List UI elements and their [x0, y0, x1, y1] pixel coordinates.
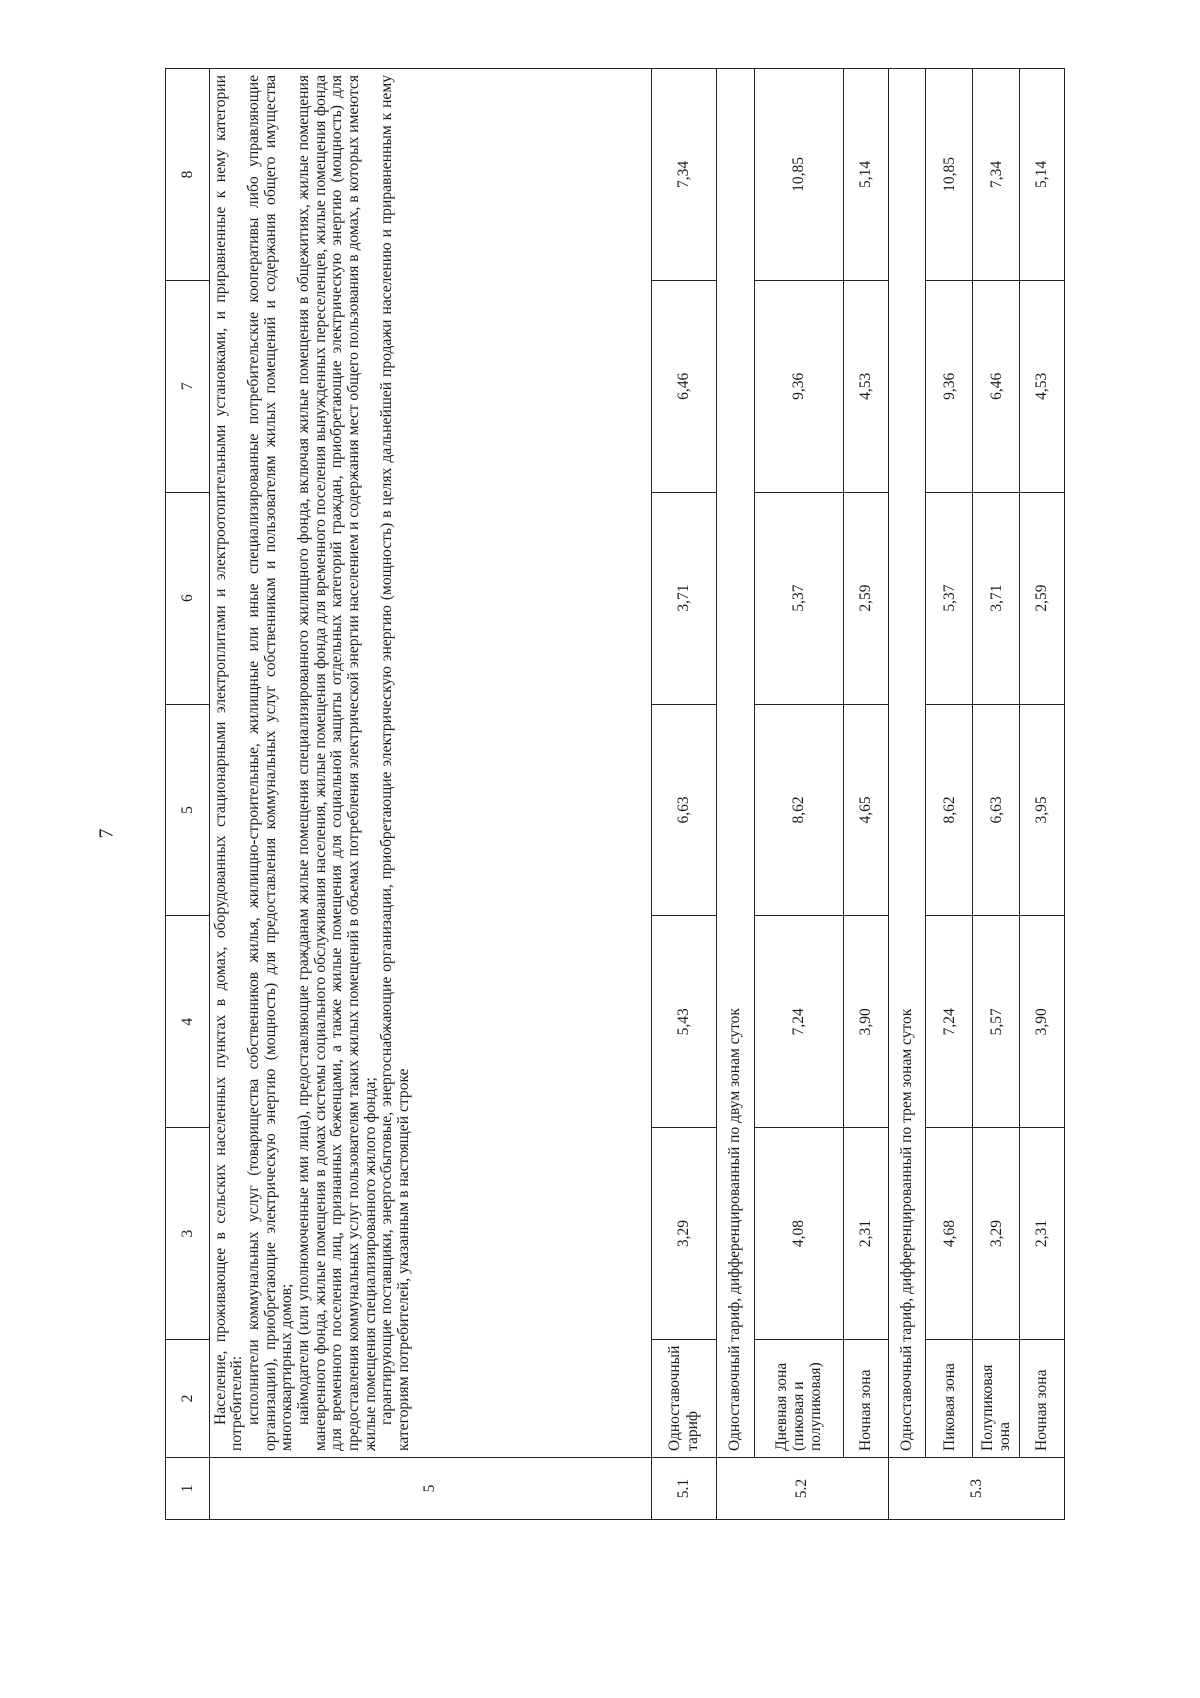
tariff-value: 2,59 [1020, 492, 1065, 704]
tariff-label: Одноставочный тариф [651, 1340, 716, 1458]
header-row [166, 69, 210, 1520]
tariff-value: 5,37 [926, 492, 973, 704]
tariff-value: 4,53 [843, 280, 888, 492]
tariff-value: 6,63 [651, 704, 716, 916]
tariff-value: 4,53 [1020, 280, 1065, 492]
tariff-value: 3,29 [651, 1128, 716, 1340]
row-5-1 [651, 69, 716, 1520]
row-5-3-semipeak [973, 69, 1020, 1520]
page-number: 7 [95, 828, 118, 839]
header-cell: 1 [166, 1458, 210, 1520]
tariff-value: 4,68 [926, 1128, 973, 1340]
tariff-value: 7,34 [651, 69, 716, 281]
description-paragraph: наймодатели (или уполномоченные ими лица), предоставляющие гражданам жилые помещения специализированного жилищного фонда, включая жилые помещения в общежитиях, жилые помещения маневренного фонда, жилые помещения в домах системы социального обслуживания населения, жилые помещения фонда для временного поселения вынужденных переселенцев, жилые помещения фонда для временного поселения лиц, признанных беженцами, а также жилые помещения для социальной защиты отдельных категорий граждан, приобретающие электрическую энергию (мощность) для предоставления коммунальных услуг пользователям таких жилых помещений в объемах потребления электрической энергии населением и содержания мест общего пользования в домах, в которых имеются жилые помещения специализированного жилого фонда; [294, 75, 379, 1451]
row-5-2-night [843, 69, 888, 1520]
tariff-value: 9,36 [754, 280, 843, 492]
row-5-description [209, 69, 651, 1458]
header-cell: 6 [166, 492, 210, 704]
tariff-value: 2,31 [1020, 1128, 1065, 1340]
header-cell: 7 [166, 280, 210, 492]
tariff-label: Ночная зона [1020, 1340, 1065, 1458]
tariff-value: 4,08 [754, 1128, 843, 1340]
row-number: 5 [209, 1458, 651, 1520]
row-5 [209, 69, 651, 1520]
tariff-table [165, 68, 1065, 1520]
header-cell: 2 [166, 1340, 210, 1458]
tariff-value: 3,71 [973, 492, 1020, 704]
header-cell: 3 [166, 1128, 210, 1340]
tariff-label: Пиковая зона [926, 1340, 973, 1458]
tariff-value: 6,46 [651, 280, 716, 492]
tariff-value: 5,37 [754, 492, 843, 704]
tariff-value: 3,95 [1020, 704, 1065, 916]
tariff-value: 7,24 [754, 916, 843, 1128]
tariff-value: 5,14 [1020, 69, 1065, 281]
row-5-2-day [754, 69, 843, 1520]
section-title: Одноставочный тариф, дифференцированный по трем зонам суток [888, 69, 926, 1458]
tariff-value: 3,90 [1020, 916, 1065, 1128]
tariff-value: 3,29 [973, 1128, 1020, 1340]
description-paragraph: гарантирующие поставщики, энергосбытовые, энергоснабжающие организации, приобретающие электрическую энергию (мощность) в целях дальнейшей продажи населению и приравненным к нему категориям потребителей, указанным в настоящей строке [378, 75, 412, 1451]
tariff-value: 5,43 [651, 916, 716, 1128]
header-cell: 4 [166, 916, 210, 1128]
tariff-value: 10,85 [926, 69, 973, 281]
tariff-value: 2,31 [843, 1128, 888, 1340]
header-cell: 8 [166, 69, 210, 281]
tariff-label: Полупиковая зона [973, 1340, 1020, 1458]
row-number: 5.3 [888, 1458, 1065, 1520]
tariff-value: 7,34 [973, 69, 1020, 281]
tariff-value: 2,59 [843, 492, 888, 704]
tariff-label: Дневная зона (пиковая и полупиковая) [754, 1340, 843, 1458]
section-title: Одноставочный тариф, дифференцированный по двум зонам суток [716, 69, 754, 1458]
header-cell: 5 [166, 704, 210, 916]
description-paragraph: Население, проживающее в сельских населенных пунктах в домах, оборудованных стационарными электроплитами и электроотопительными установками, и приравненные к нему категории потребителей: [211, 75, 246, 1451]
tariff-value: 4,65 [843, 704, 888, 916]
tariff-value: 10,85 [754, 69, 843, 281]
row-number: 5.2 [716, 1458, 888, 1520]
tariff-value: 6,46 [973, 280, 1020, 492]
description-paragraph: исполнители коммунальных услуг (товарищества собственников жилья, жилищно-строительные, жилищные или иные специализированные потребительские кооперативы либо управляющие организации), приобретающие электрическую энергию (мощность) для предоставления коммунальных услуг собственникам и пользователям жилых помещений и содержания общего имущества многоквартирных домов; [244, 75, 296, 1451]
tariff-value: 3,90 [843, 916, 888, 1128]
tariff-value: 6,63 [973, 704, 1020, 916]
row-number: 5.1 [651, 1458, 716, 1520]
tariff-value: 5,57 [973, 916, 1020, 1128]
row-5-2-title [716, 69, 754, 1520]
tariff-value: 7,24 [926, 916, 973, 1128]
tariff-value: 3,71 [651, 492, 716, 704]
tariff-label: Ночная зона [843, 1340, 888, 1458]
tariff-value: 8,62 [754, 704, 843, 916]
row-5-3-peak [926, 69, 973, 1520]
tariff-value: 8,62 [926, 704, 973, 916]
row-5-3-title [888, 69, 926, 1520]
tariff-value: 9,36 [926, 280, 973, 492]
tariff-value: 5,14 [843, 69, 888, 281]
row-5-3-night [1020, 69, 1065, 1520]
tariff-table-rotated [165, 68, 1065, 1520]
